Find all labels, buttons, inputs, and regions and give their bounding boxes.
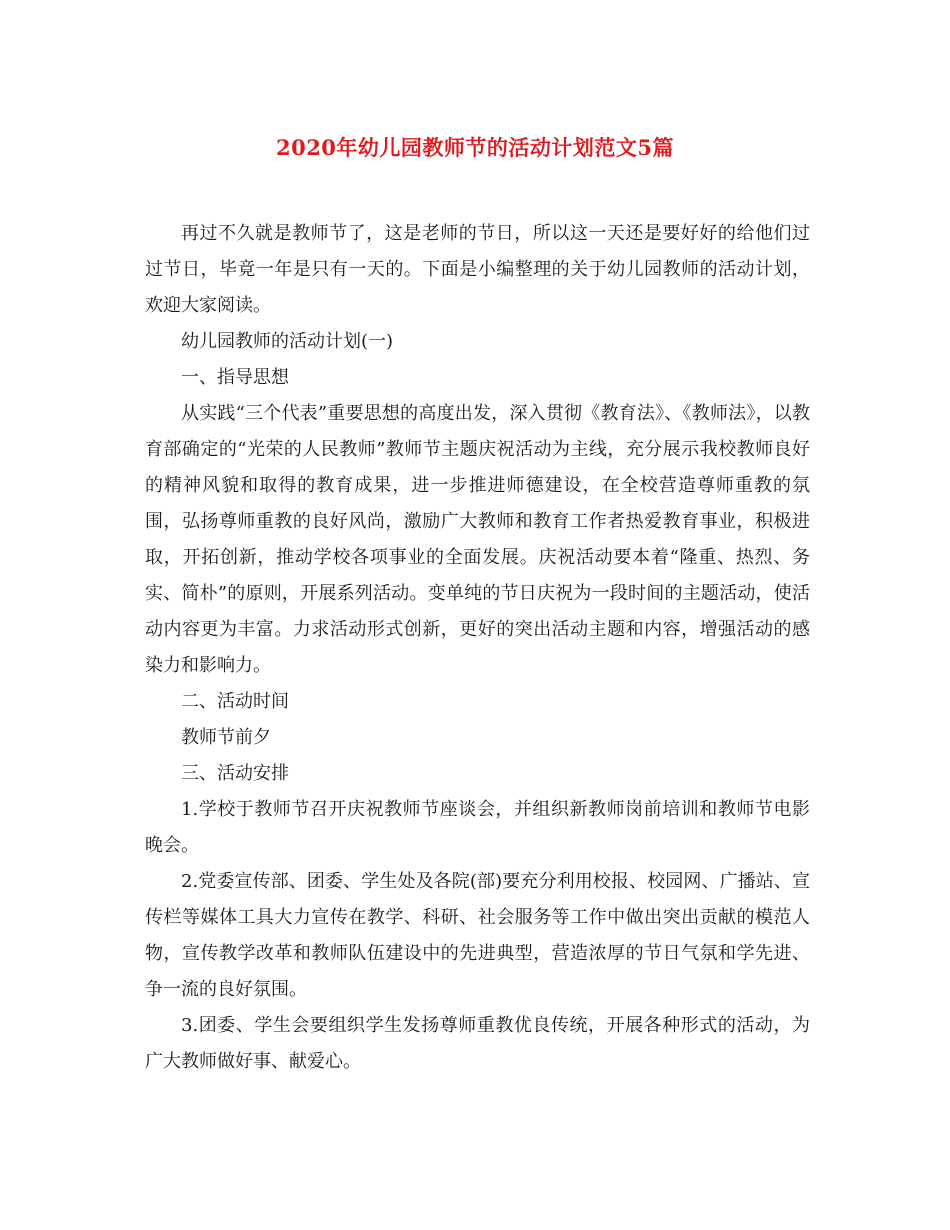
section-heading-activity-time: 二、活动时间 — [181, 691, 289, 712]
section-heading-activity-arrangement: 三、活动安排 — [181, 763, 289, 784]
activity-time-paragraph: 教师节前夕 — [181, 727, 271, 748]
plan-heading: 幼儿园教师的活动计划(一) — [181, 331, 394, 352]
section-heading-guiding-thought: 一、指导思想 — [181, 367, 289, 388]
intro-paragraph: 再过不久就是教师节了，这是老师的节日，所以这一天还是要好好的给他们过过节日，毕竟一年是只有一天的。下面是小编整理的关于幼儿园教师的活动计划，欢迎大家阅读。 — [145, 223, 810, 316]
arrangement-item-3: 3.团委、学生会要组织学生发扬尊师重教优良传统，开展各种形式的活动，为广大教师做好事、献爱心。 — [145, 1015, 810, 1072]
document-body — [145, 216, 810, 1080]
arrangement-item-1: 1.学校于教师节召开庆祝教师节座谈会，并组织新教师岗前培训和教师节电影晚会。 — [145, 799, 810, 856]
guiding-thought-paragraph: 从实践“三个代表”重要思想的高度出发，深入贯彻《教育法》、《教师法》，以教育部确定的“光荣的人民教师”教师节主题庆祝活动为主线，充分展示我校教师良好的精神风貌和取得的教育成果，进一步推进师德建设，在全校营造尊师重教的氛围，弘扬尊师重教的良好风尚，激励广大教师和教育工作者热爱教育事业，积极进取，开拓创新，推动学校各项事业的全面发展。庆祝活动要本着“隆重、热烈、务实、简朴”的原则，开展系列活动。变单纯的节日庆祝为一段时间的主题活动，使活动内容更为丰富。力求活动形式创新，更好的突出活动主题和内容，增强活动的感染力和影响力。 — [145, 403, 810, 676]
document-title: 2020年幼儿园教师节的活动计划范文5篇 — [275, 135, 675, 160]
arrangement-item-2: 2.党委宣传部、团委、学生处及各院(部)要充分利用校报、校园网、广播站、宣传栏等媒体工具大力宣传在教学、科研、社会服务等工作中做出突出贡献的模范人物，宣传教学改革和教师队伍建设中的先进典型，营造浓厚的节日气氛和学先进、争一流的良好氛围。 — [145, 871, 810, 1000]
